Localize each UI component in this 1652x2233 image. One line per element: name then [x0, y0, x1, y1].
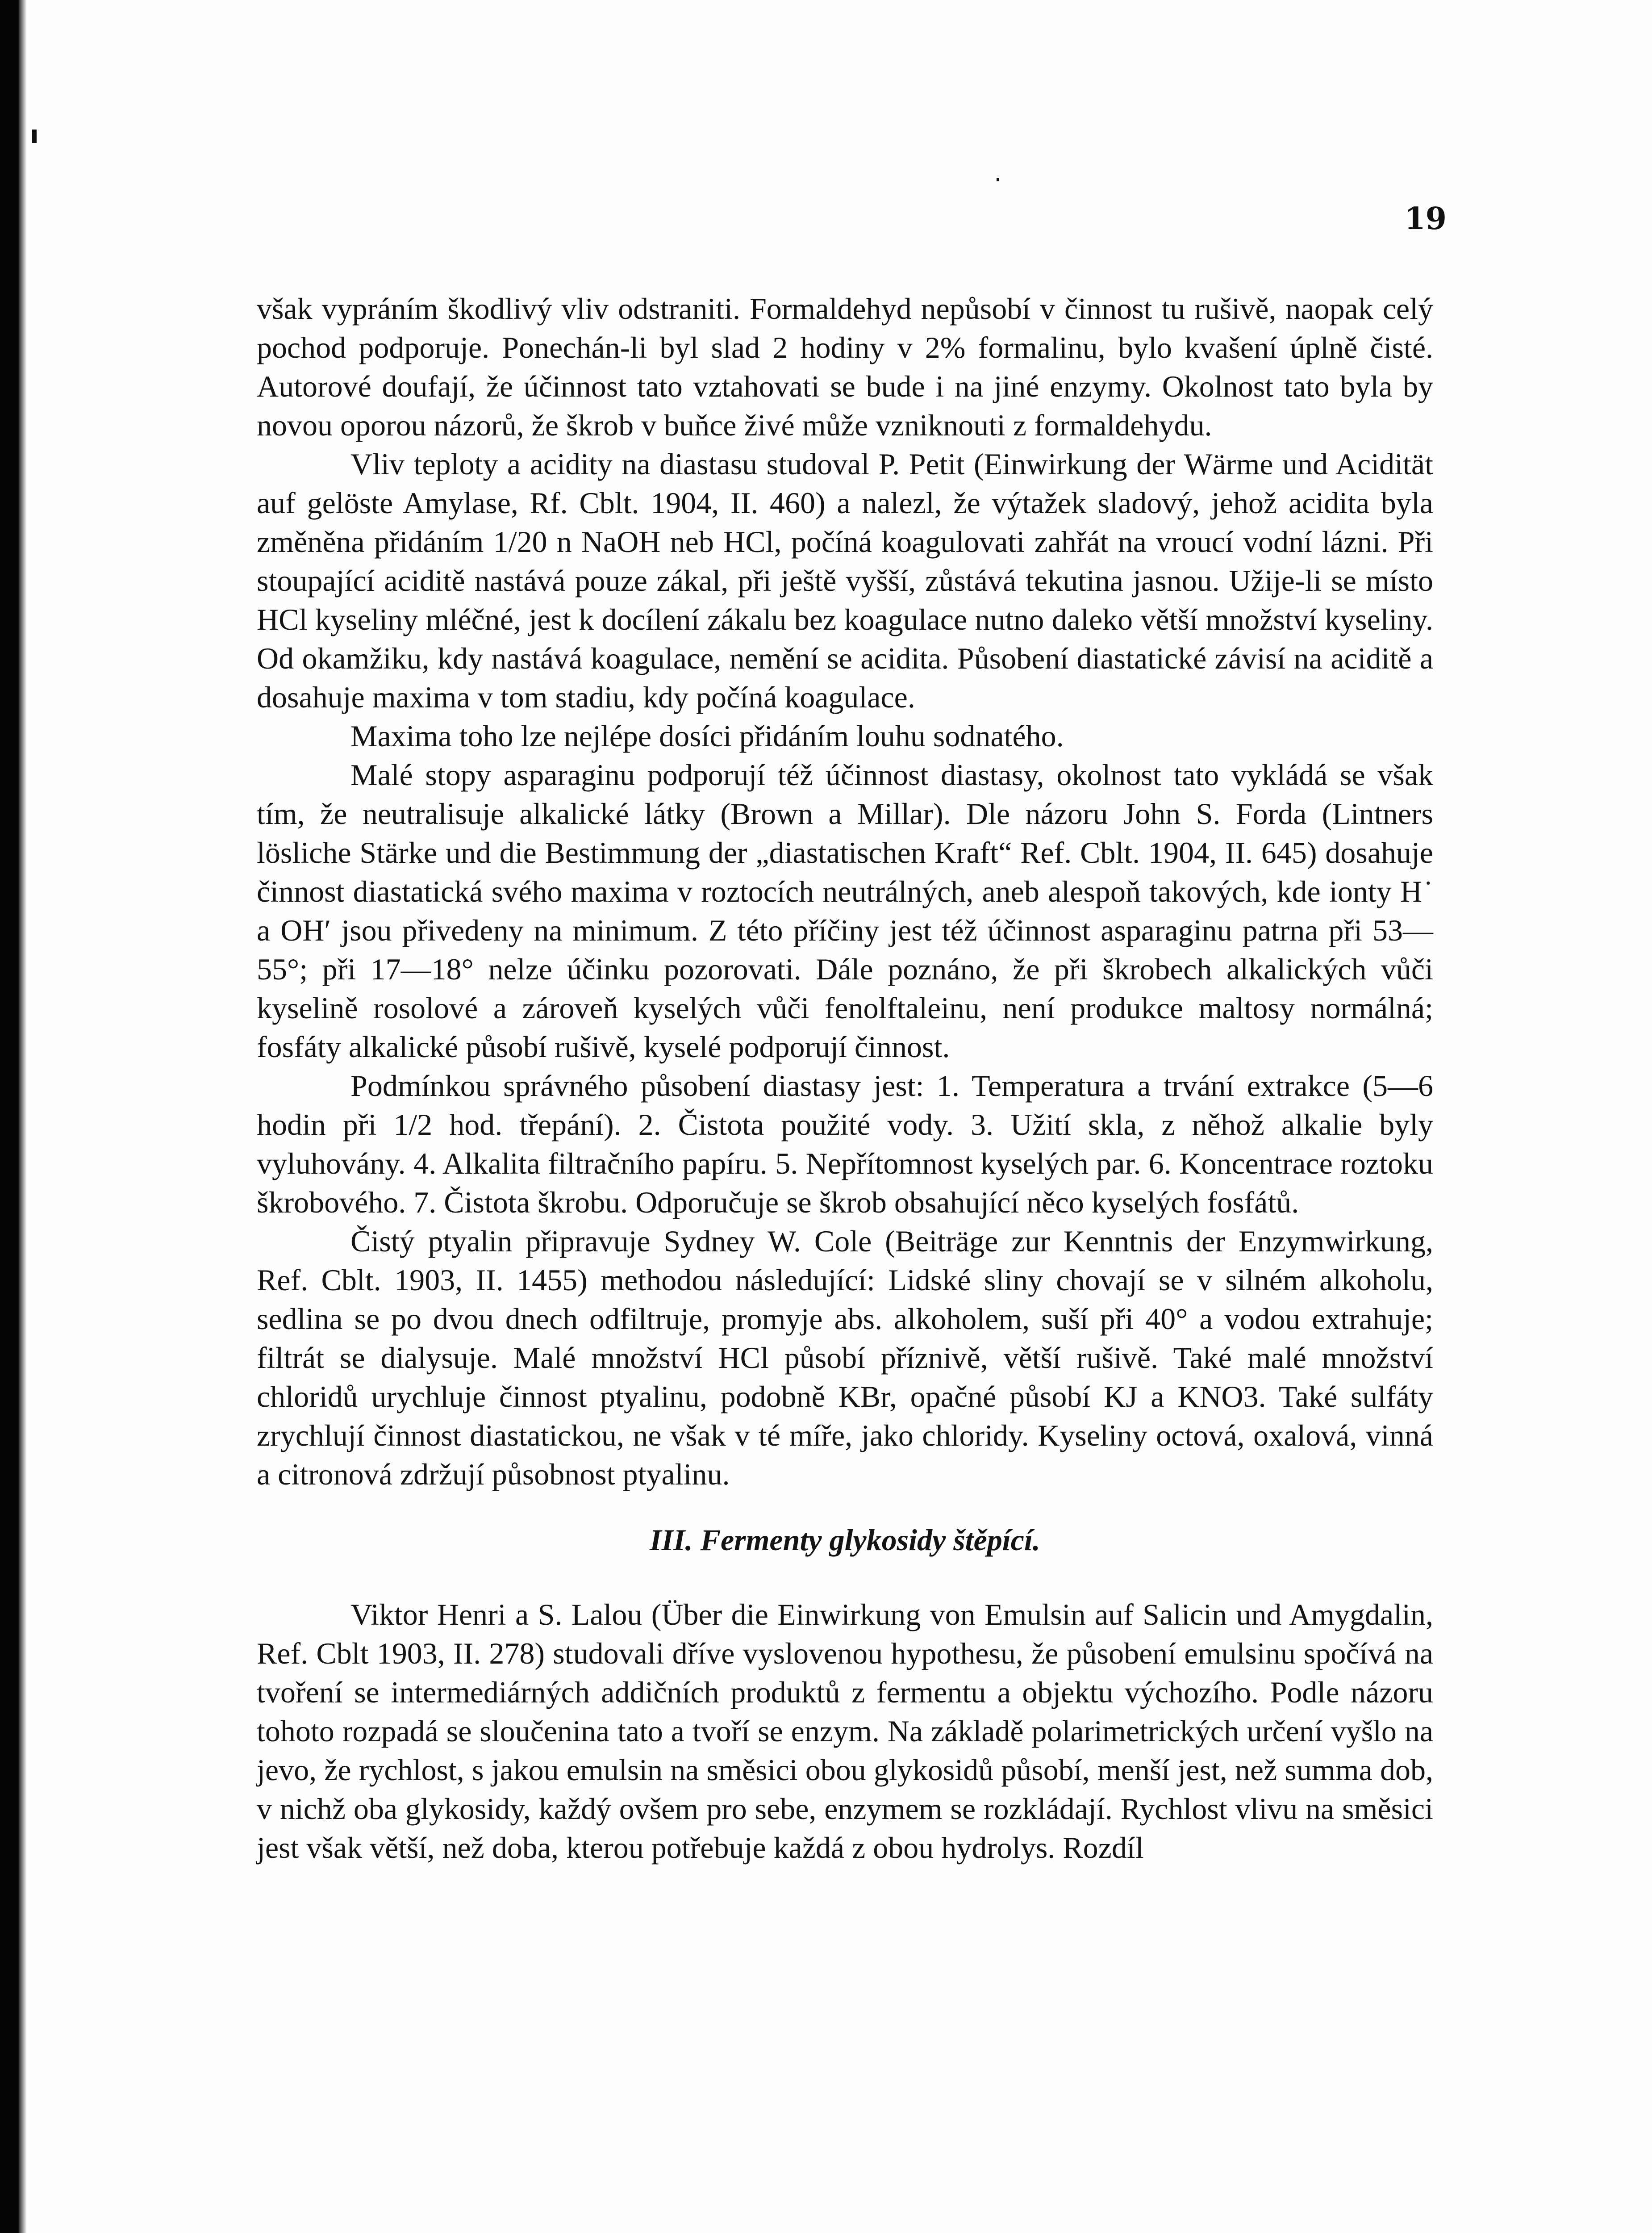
paragraph: Viktor Henri a S. Lalou (Über die Einwirkung von Emulsin auf Salicin und Amygdalin, Ref. Cblt 1903, II. 278) studovali dříve vyslovenou hypothesu, že působení emulsinu spočívá na tvoření se intermediárných addičních produktů z fermentu a objektu výchozího. Podle názoru tohoto rozpadá se sloučenina tato a tvoří se enzym. Na základě polarimetrických určení vyšlo na jevo, že rychlost, s jakou emulsin na směsici obou glykosidů působí, menší jest, než summa dob, v nichž oba glykosidy, každý ovšem pro sebe, enzymem se rozkládají. Rychlost vlivu na směsici jest však větší, než doba, kterou potřebuje každá z obou hydrolys. Rozdíl: [257, 1597, 1433, 1865]
paragraph: Vliv teploty a acidity na diastasu studoval P. Petit (Einwirkung der Wärme und Acidität auf gelöste Amylase, Rf. Cblt. 1904, II. 460) a nalezl, že výtažek sladový, jehož acidita byla změněna přidáním 1/20 n NaOH neb HCl, počíná koagulovati zahřát na vroucí vodní lázni. Při stoupající aciditě nastává pouze zákal, při ještě vyšší, zůstává tekutina jasnou. Užije-li se místo HCl kyseliny mléčné, jest k docílení zákalu bez koagulace nutno daleko větší množství kyseliny. Od okamžiku, kdy nastává koagulace, nemění se acidita. Působení diastatické závisí na aciditě a dosahuje maxima v tom stadiu, kdy počíná koagulace.: [257, 447, 1433, 714]
binding-shadow: [19, 0, 27, 2233]
binding-edge: [0, 0, 19, 2233]
paragraph: Podmínkou správného působení diastasy jest: 1. Temperatura a trvání extrakce (5—6 hodin při 1/2 hod. třepání). 2. Čistota použité vody. 3. Užití skla, z něhož alkalie byly vyluhovány. 4. Alkalita filtračního papíru. 5. Nepřítomnost kyselých par. 6. Koncentrace roztoku škrobového. 7. Čistota škrobu. Odporučuje se škrob obsahující něco kyselých fosfátů.: [257, 1069, 1433, 1219]
section-heading: III. Fermenty glykosidy štěpící.: [650, 1523, 1040, 1557]
paragraph: Čistý ptyalin připravuje Sydney W. Cole (Beiträge zur Kenntnis der Enzymwirkung, Ref. Cblt. 1903, II. 1455) methodou následující: Lidské sliny chovají se v silném alkoholu, sedlina se po dvou dnech odfiltruje, promyje abs. alkoholem, suší při 40° a vodou extrahuje; filtrát se dialysuje. Malé množství HCl působí příznivě, větší rušivě. Také malé množství chloridů urychluje činnost ptyalinu, podobně KBr, opačné působí KJ a KNO3. Také sulfáty zrychlují činnost diastatickou, ne však v té míře, jako chloridy. Kyseliny octová, oxalová, vinná a citronová zdržují působnost ptyalinu.: [257, 1224, 1433, 1491]
scan-speck: [997, 178, 999, 181]
paragraph: Malé stopy asparaginu podporují též účinnost diastasy, okolnost tato vykládá se však tím, že neutralisuje alkalické látky (Brown a Millar). Dle názoru John S. Forda (Lintners lösliche Stärke und die Bestimmung der „diastatischen Kraft“ Ref. Cblt. 1904, II. 645) dosahuje činnost diastatická svého maxima v roztocích neutrálných, aneb alespoň takových, kde ionty H˙ a OH′ jsou přivedeny na minimum. Z této příčiny jest též účinnost asparaginu patrna při 53—55°; při 17—18° nelze účinku pozorovati. Dále poznáno, že při škrobech alkalických vůči kyselině rosolové a zároveň kyselých vůči fenolftaleinu, není produkce maltosy normálná; fosfáty alkalické působí rušivě, kyselé podporují činnost.: [257, 758, 1433, 1064]
body-text: [257, 289, 1433, 1867]
paragraph: však vypráním škodlivý vliv odstraniti. Formaldehyd nepůsobí v činnost tu rušivě, naopak celý pochod podporuje. Ponechán-li byl slad 2 hodiny v 2% formalinu, bylo kvašení úplně čisté. Autorové doufají, že účinnost tato vztahovati se bude i na jiné enzymy. Okolnost tato byla by novou oporou názorů, že škrob v buňce živé může vzniknouti z formaldehydu.: [257, 292, 1433, 442]
scan-speck: [32, 130, 37, 143]
paragraph: Maxima toho lze nejlépe dosíci přidáním louhu sodnatého.: [350, 719, 1064, 753]
page-number: 19: [1404, 201, 1447, 237]
